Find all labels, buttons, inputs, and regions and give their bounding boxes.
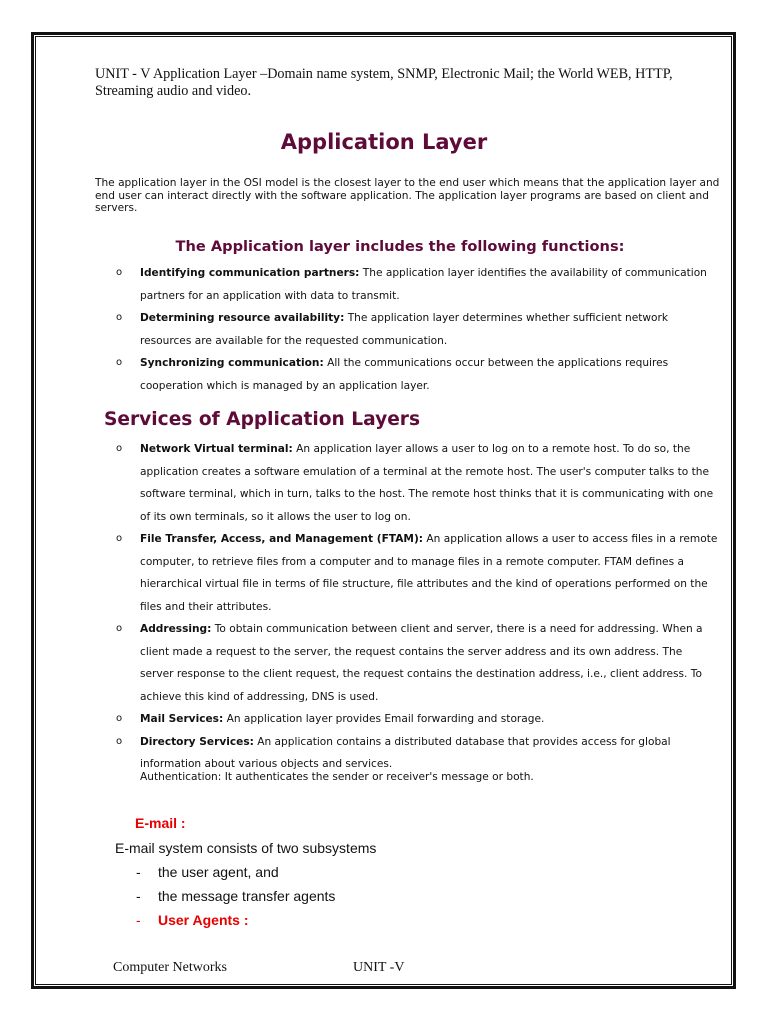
circle-bullet-icon: o <box>116 443 123 454</box>
services-list <box>116 438 718 776</box>
circle-bullet-icon: o <box>116 267 123 278</box>
item-text: An application layer provides Email forwarding and storage. <box>223 713 545 725</box>
item-term: Network Virtual terminal: <box>140 443 293 455</box>
item-text: the message transfer agents <box>158 888 336 904</box>
footer-course-name: Computer Networks <box>113 960 227 975</box>
list-item <box>136 912 335 936</box>
email-subsystems-list <box>136 864 335 936</box>
item-term: File Transfer, Access, and Management (FTAM): <box>140 533 424 545</box>
dash-bullet-icon: - <box>136 888 141 904</box>
functions-heading: The Application layer includes the following functions: <box>175 238 625 255</box>
email-description: E-mail system consists of two subsystems <box>115 840 377 856</box>
item-term: Identifying communication partners: <box>140 267 360 279</box>
item-text: An application allows a user to access files in a remote computer, to retrieve files from a computer and to manage files in a remote computer. FTAM defines a hierarchical virtual file in terms of file structure, file attributes and the kind of operations performed on the files and their attributes. <box>140 533 718 613</box>
list-item <box>136 864 335 888</box>
list-item <box>116 307 718 352</box>
list-item <box>116 438 718 528</box>
list-item <box>116 352 718 397</box>
authentication-note: Authentication: It authenticates the sender or receiver's message or both. <box>140 771 534 783</box>
list-item <box>116 528 718 618</box>
circle-bullet-icon: o <box>116 713 123 724</box>
item-term: Mail Services: <box>140 713 224 725</box>
intro-paragraph: The application layer in the OSI model is the closest layer to the end user which means that the application layer and end user can interact directly with the software application. The application layer programs are based on client and servers. <box>95 177 720 214</box>
item-text: To obtain communication between client and server, there is a need for addressing. When a client made a request to the server, the request contains the server address and its own address. The server response to the client request, the request contains the destination address, i.e., client address. To achieve this kind of addressing, DNS is used. <box>140 623 703 703</box>
item-term: Directory Services: <box>140 735 254 748</box>
list-item <box>116 262 718 307</box>
item-term: Determining resource availability: <box>140 312 345 324</box>
circle-bullet-icon: o <box>116 623 123 634</box>
item-text: An application contains a distributed database that provides access for global information about various objects and services. <box>140 735 671 770</box>
services-heading: Services of Application Layers <box>104 409 421 430</box>
list-item <box>116 708 718 731</box>
item-text: The application layer determines whether sufficient network resources are available for the requested communication. <box>140 312 669 347</box>
dash-bullet-icon: - <box>136 912 141 928</box>
dash-bullet-icon: - <box>136 864 141 880</box>
item-text: All the communications occur between the applications requires cooperation which is managed by an application layer. <box>140 357 669 392</box>
item-term: Synchronizing communication: <box>140 357 324 369</box>
item-text: The application layer identifies the availability of communication partners for an application with data to transmit. <box>140 267 707 302</box>
footer-unit: UNIT -V <box>353 960 405 975</box>
item-term: Addressing: <box>140 623 212 635</box>
item-text: An application layer allows a user to log on to a remote host. To do so, the application creates a software emulation of a terminal at the remote host. The user's computer talks to the software terminal, which in turn, talks to the host. The remote host thinks that it is communicating with one of its own terminals, so it allows the user to log on. <box>140 443 714 523</box>
circle-bullet-icon: o <box>116 533 123 544</box>
list-item <box>116 618 718 708</box>
list-item <box>136 888 335 912</box>
circle-bullet-icon: o <box>116 735 123 747</box>
functions-list <box>116 262 718 397</box>
user-agents-heading: User Agents : <box>158 912 249 928</box>
list-item <box>116 731 718 776</box>
circle-bullet-icon: o <box>116 312 123 323</box>
circle-bullet-icon: o <box>116 357 123 368</box>
item-text: the user agent, and <box>158 864 279 880</box>
page-title: Application Layer <box>280 130 488 154</box>
unit-header: UNIT - V Application Layer –Domain name system, SNMP, Electronic Mail; the World WEB, HTTP, Streaming audio and video. <box>95 66 673 99</box>
email-heading: E-mail : <box>135 815 186 831</box>
